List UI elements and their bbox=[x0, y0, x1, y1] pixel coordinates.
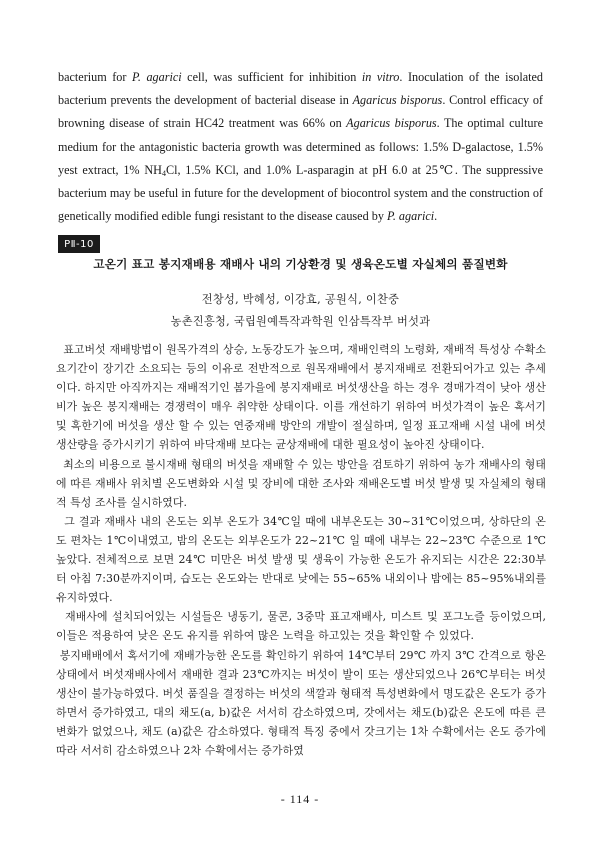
abstract-paragraph bbox=[58, 66, 543, 228]
affiliation: 농촌진흥청, 국립원예특작과학원 인삼특작부 버섯과 bbox=[170, 315, 431, 328]
abstract-text: . The optimal culture medium for the antagonistic bacteria growth was determined as follows: 1.5% D-galactose, 1.5% yest extract, 1% NH bbox=[58, 116, 543, 177]
abstract-text: . Inoculation of the isolated bacterium prevents the development of bacterial disease in bbox=[58, 70, 544, 108]
body-paragraph: 최소의 비용으로 불시재배 형태의 버섯을 재배할 수 있는 방안을 검토하기 위하여 농가 재배사의 형태에 따른 재배사 위치별 온도변화와 시설 및 장비에 대한 조사와 재배온도별 버섯 발생 및 자실체의 형태적 특성 조사를 실시하였다. bbox=[56, 457, 546, 509]
body-paragraph: 봉지배배에서 혹서기에 재배가능한 온도를 확인하기 위하여 14℃부터 29℃ 까지 3℃ 간격으로 항온상태에서 버섯재배사에서 재배한 결과 23℃까지는 버섯이 발이 또는 생산되었으나 26℃부터는 버섯생산이 불가능하였다. 버섯 품질을 결정하는 버섯의 색깔과 형태적 특성변화에서 명도값은 온도가 증가하면서 증가하였고, 대의 채도(a, b)값은 서서히 감소하였으며, 갓에서는 채도(b)값은 온도에 따른 큰 변화가 없었으나, 채도 (a)값은 감소하였다. 형태적 특징 중에서 갓크기는 1차 수확에서는 온도 증가에 따라 서서히 감소하였으나 2차 수확에서는 증가하였 bbox=[56, 648, 547, 757]
body-paragraph: 표고버섯 재배방법이 원목가격의 상승, 노동강도가 높으며, 재배인력의 노령화, 재배적 특성상 수확소요기간이 장기간 소요되는 등의 이유로 전반적으로 원목재배에서 봉지재배로 전환되어가고 있는 추세이다. 하지만 아직까지는 재배적기인 봄가을에 봉지재배로 버섯생산을 하는 경우 경매가격이 낮아 생산비가 높은 봉지재배는 경쟁력이 매우 취약한 상태이다. 이를 개선하기 위하여 버섯가격이 높은 혹서기 및 혹한기에 버섯을 생산 할 수 있는 연중재배 방안의 개발이 절실하며, 일정 표고재배 시설 내에 버섯생산량을 증가시키기 위하여 바닥재배 보다는 균상재배에 대한 필요성이 높아진 상태이다. bbox=[56, 343, 546, 452]
section-code-badge: PⅡ-10 bbox=[58, 235, 100, 253]
english-abstract-continuation bbox=[58, 66, 543, 228]
body-text bbox=[56, 340, 546, 760]
in-vitro-term: in vitro bbox=[361, 70, 400, 84]
abstract-text: cell, was sufficient for inhibition bbox=[181, 70, 362, 84]
pathogen-name: P. agarici bbox=[132, 70, 182, 84]
abstract-text: Cl, 1.5% KCl, and 1.0% L-asparagin at pH 6.0 at 25℃. The suppressive bacterium may be useful in future for the development of biocontrol system and the construction of genetically modified edible fungi resistant to the disease caused by bbox=[58, 162, 543, 224]
body-paragraph: 그 결과 재배사 내의 온도는 외부 온도가 34℃일 때에 내부온도는 30~31℃이었으며, 상하단의 온도 편차는 1℃이내였고, 밤의 온도는 외부온도가 22~21℃ 일 때에 내부는 22~23℃ 수준으로 1℃ 높았다. 전체적으로 보면 24℃ 미만은 버섯 발생 및 생육이 가능한 온도가 유지되는 시간은 22:30부터 아침 7:30분까지이며, 습도는 온도와는 반대로 낮에는 55~65% 내외이나 밤에는 85~95%내외를 유지하였다. bbox=[56, 514, 546, 605]
pathogen-name: P. agarici bbox=[386, 209, 435, 224]
abstract-text: . bbox=[434, 209, 438, 224]
page-number: - 114 - bbox=[280, 792, 320, 806]
abstract-text: . Control efficacy of browning disease of strain HC42 treatment was 66% on bbox=[58, 93, 543, 131]
author-list: 전창성, 박혜성, 이강효, 공원식, 이찬중 bbox=[201, 293, 400, 306]
subscript: 4 bbox=[161, 168, 166, 178]
abstract-text: bacterium for bbox=[58, 70, 132, 84]
paper-title: 고온기 표고 봉지재배용 재배사 내의 기상환경 및 생육온도별 자실체의 품질변화 bbox=[93, 257, 508, 271]
host-name: Agaricus bisporus bbox=[352, 93, 443, 108]
host-name: Agaricus bisporus bbox=[346, 116, 437, 131]
body-paragraph: 재배사에 설치되어있는 시설들은 냉동기, 물콘, 3중막 표고재배사, 미스트 및 포그노즐 등이었으며, 이들은 적용하여 낮은 온도 유지를 위하여 많은 노력을 하고있는 것을 확인할 수 있었다. bbox=[56, 610, 547, 643]
